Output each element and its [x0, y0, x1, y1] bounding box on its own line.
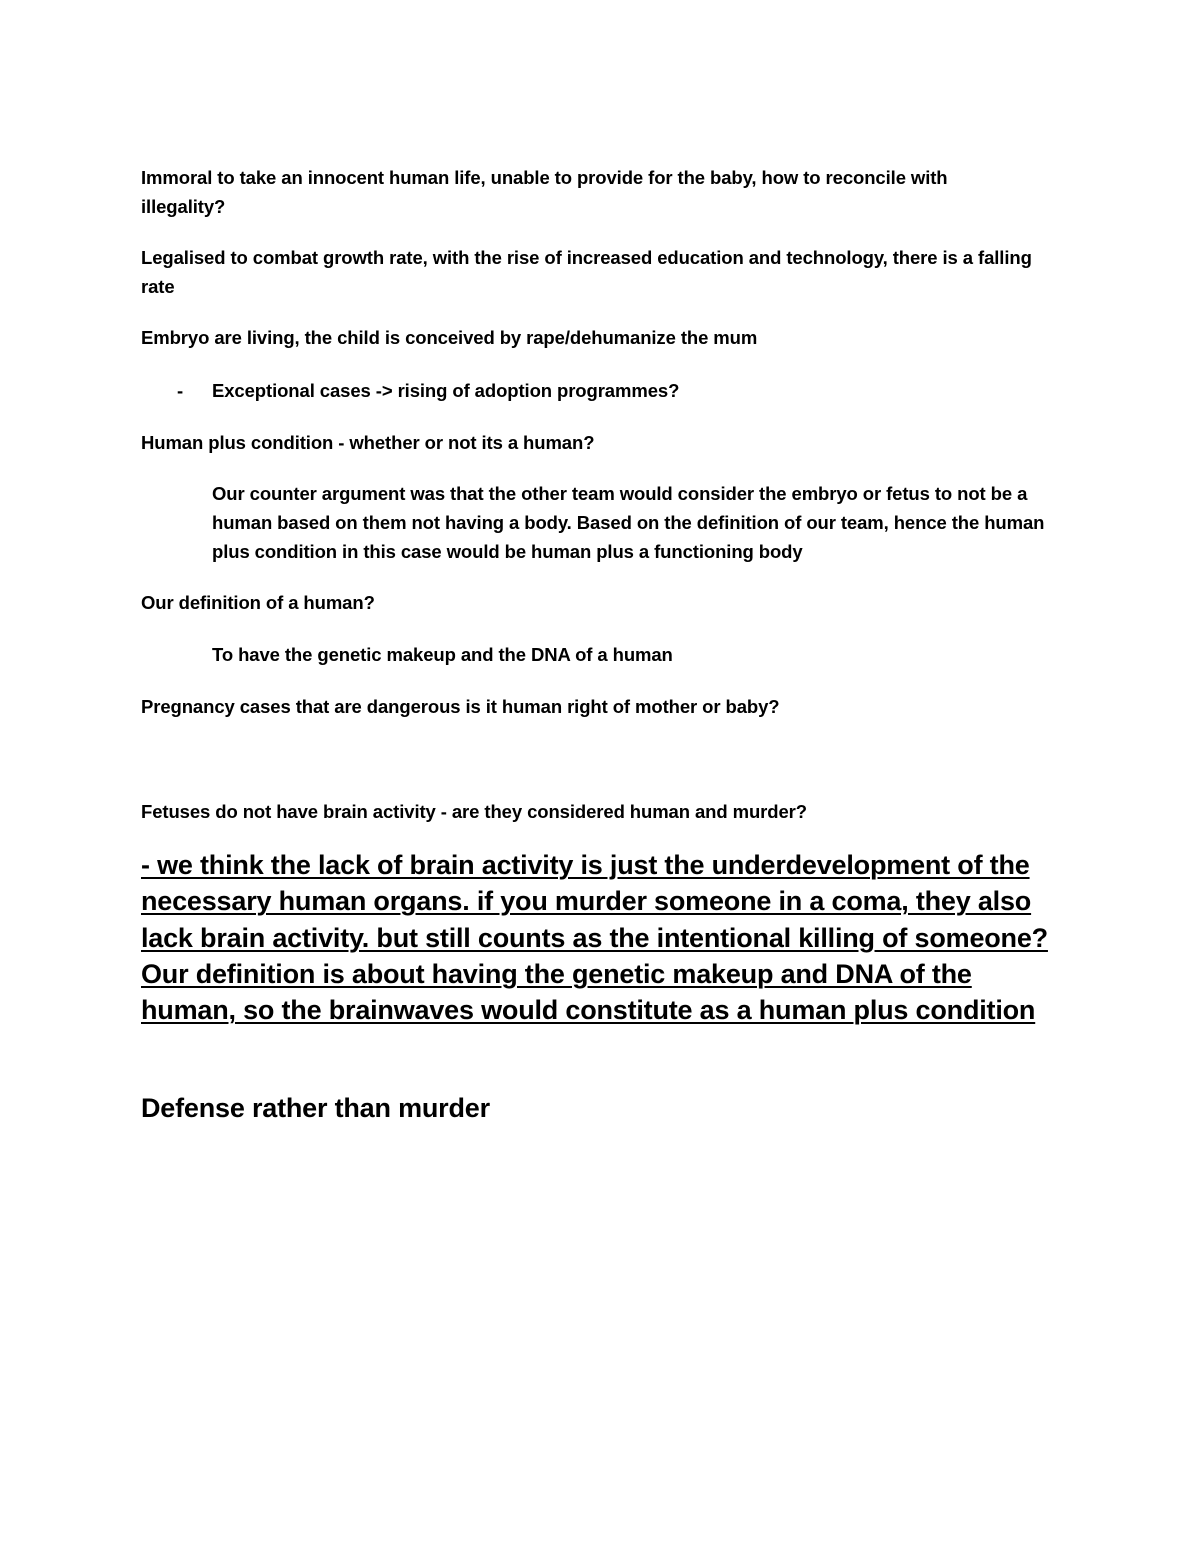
paragraph-immoral: Immoral to take an innocent human life, unable to provide for the baby, how to reconcile with illegality? — [141, 167, 948, 217]
paragraph-embryo: Embryo are living, the child is conceived by rape/dehumanize the mum — [141, 327, 758, 348]
paragraph-legalised: Legalised to combat growth rate, with the rise of increased education and technology, there is a falling rate — [141, 247, 1032, 297]
bullet-item-exceptional-cases: Exceptional cases -> rising of adoption programmes? — [212, 380, 680, 401]
large-heading-defense: Defense rather than murder — [141, 1093, 490, 1123]
large-underlined-response: - we think the lack of brain activity is just the underdevelopment of the necessary human organs. if you murder someone in a coma, they also lack brain activity. but still counts as the intentional killing of someone? Our definition is about having the genetic makeup and DNA of the human, so the brainwaves would constitute as a human plus condition — [141, 850, 1048, 1026]
indented-paragraph-genetic-makeup: To have the genetic makeup and the DNA of a human — [212, 644, 673, 665]
bullet-marker: - — [177, 380, 184, 401]
indented-paragraph-counter-argument: Our counter argument was that the other team would consider the embryo or fetus to not be a human based on them not having a body. Based on the definition of our team, hence the human plus condition in this case would be human plus a functioning body — [212, 483, 1045, 562]
paragraph-pregnancy-cases: Pregnancy cases that are dangerous is it human right of mother or baby? — [141, 696, 780, 717]
paragraph-our-definition: Our definition of a human? — [141, 592, 375, 613]
paragraph-human-plus-condition: Human plus condition - whether or not its a human? — [141, 432, 595, 453]
paragraph-fetuses: Fetuses do not have brain activity - are they considered human and murder? — [141, 801, 807, 822]
